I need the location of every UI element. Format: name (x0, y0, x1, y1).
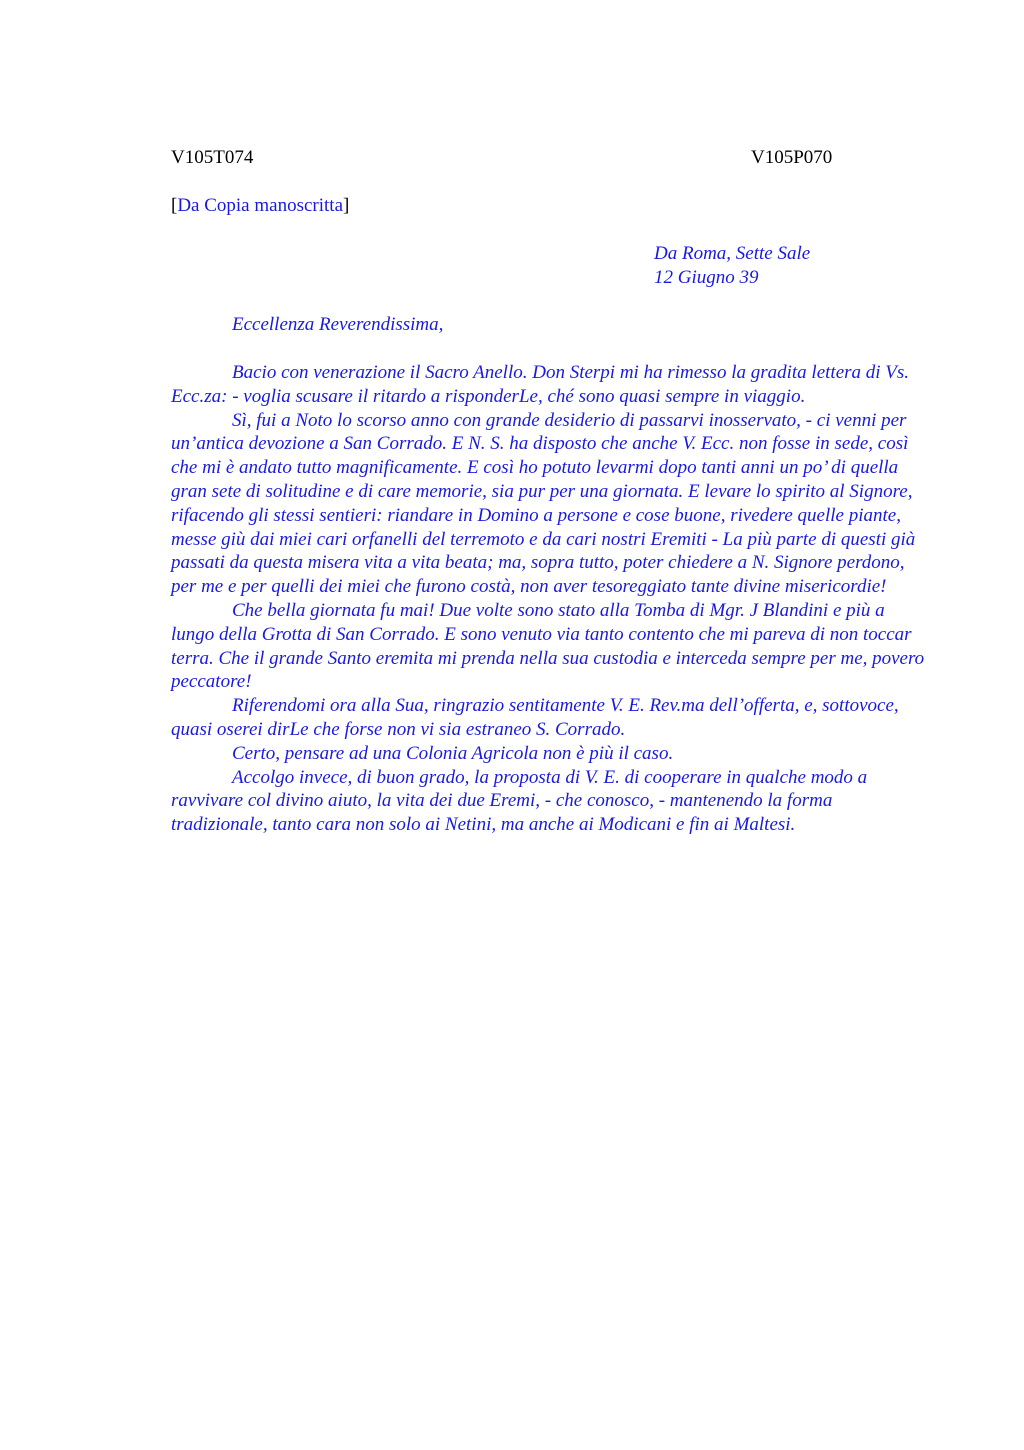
letter-place-date (654, 242, 810, 290)
document-code-right: V105P070 (751, 147, 833, 168)
source-note-open-bracket: [ (171, 195, 178, 216)
document-code-left: V105T074 (171, 147, 254, 168)
source-note-close-bracket: ] (343, 195, 350, 216)
letter-body (171, 361, 927, 837)
letter-date: 12 Giugno 39 (654, 267, 759, 288)
source-note (171, 195, 349, 217)
letter-paragraph: Certo, pensare ad una Colonia Agricola non è più il caso. (232, 742, 674, 764)
letter-paragraph: Riferendomi ora alla Sua, ringrazio sentitamente V. E. Rev.ma dell’offerta, e, sottovoce, quasi oserei dirLe che forse non vi sia estraneo S. Corrado. (171, 695, 899, 740)
letter-salutation: Eccellenza Reverendissima, (232, 314, 444, 335)
letter-paragraph: Sì, fui a Noto lo scorso anno con grande desiderio di passarvi inosservato, - ci venni per un’antica devozione a San Corrado. E N. S. ha disposto che anche V. Ecc. non fosse in sede, così che mi è andato tutto magnificamente. E così ho potuto levarmi dopo tanti anni un po’ di quella gran sete di solitudine e di care memorie, sia pur per una giornata. E levare lo spirito al Signore, rifacendo gli stessi sentieri: riandare in Domino a persone e cose buone, rivedere quelle piante, messe giù dai miei cari orfanelli del terremoto e da cari nostri Eremiti - La più parte di questi già passati da questa misera vita a vita beata; ma, sopra tutto, poter chiedere a N. Signore perdono, per me e per quelli dei miei che furono costà, non aver tesoreggiato tante divine misericordie! (171, 409, 916, 598)
letter-paragraph: Accolgo invece, di buon grado, la proposta di V. E. di cooperare in qualche modo a ravvivare col divino aiuto, la vita dei due Eremi, - che conosco, - mantenendo la forma tradizionale, tanto cara non solo ai Netini, ma anche ai Modicani e fin ai Maltesi. (171, 766, 868, 836)
letter-paragraph: Che bella giornata fu mai! Due volte sono stato alla Tomba di Mgr. J Blandini e più a lungo della Grotta di San Corrado. E sono venuto via tanto contento che mi pareva di non toccar terra. Che il grande Santo eremita mi prenda nella sua custodia e interceda sempre per me, povero peccatore! (171, 599, 925, 693)
source-note-text: Da Copia manoscritta (177, 195, 344, 216)
letter-place: Da Roma, Sette Sale (654, 243, 811, 264)
letter-paragraph: Bacio con venerazione il Sacro Anello. Don Sterpi mi ha rimesso la gradita lettera di Vs. Ecc.za: - voglia scusare il ritardo a risponderLe, ché sono quasi sempre in viaggio. (171, 362, 910, 407)
